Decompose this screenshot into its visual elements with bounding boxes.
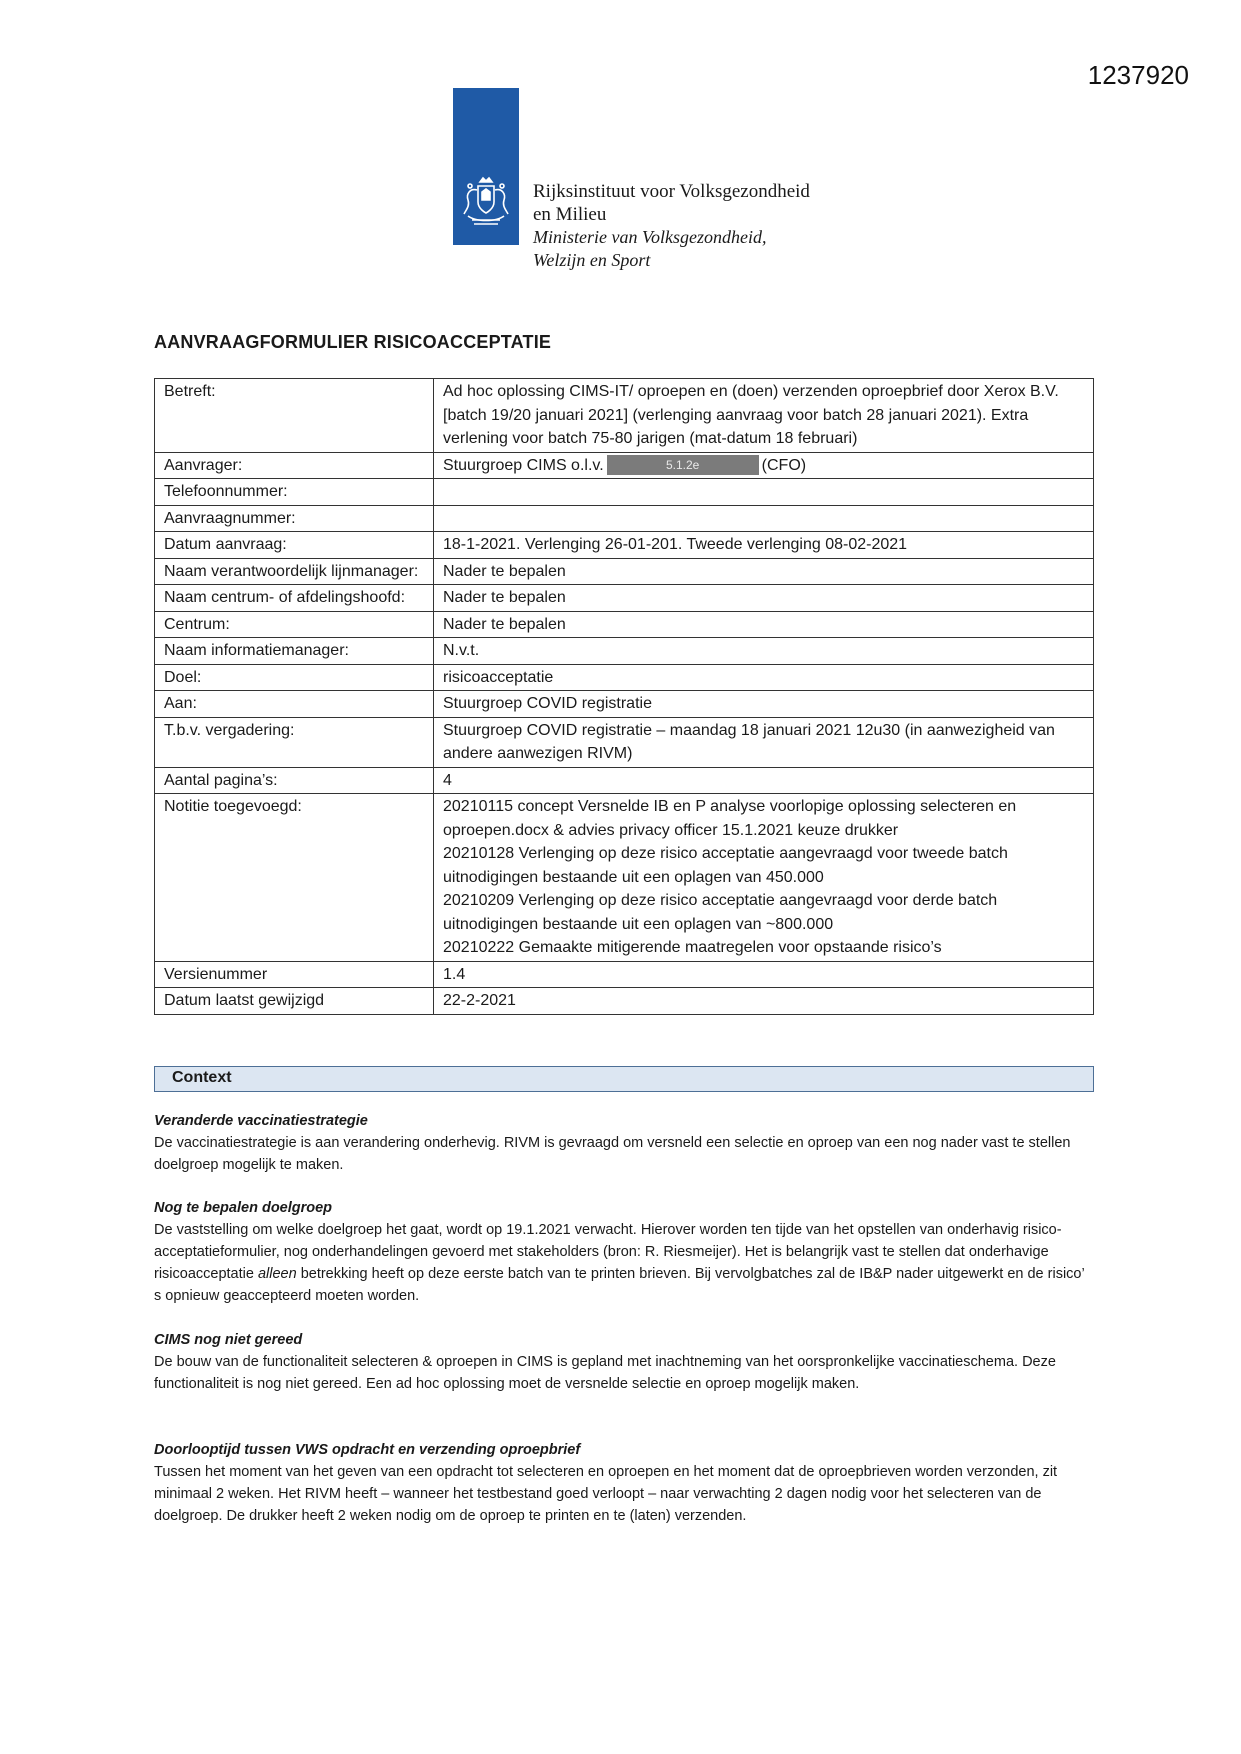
section-heading: CIMS nog niet gereed	[154, 1332, 303, 1348]
label-doel: Doel:	[155, 664, 434, 691]
aanvrager-text: Stuurgroep CIMS o.l.v.	[443, 456, 604, 474]
label-versie: Versienummer	[155, 961, 434, 988]
section-heading: Nog te bepalen doelgroep	[154, 1200, 333, 1216]
notitie-line: 20210222 Gemaakte mitigerende maatregelen voor opstaande risico’s	[443, 939, 942, 956]
value-vergadering: Stuurgroep COVID registratie – maandag 18 januari 2021 12u30 (in aanwezigheid van andere aanwezigen RIVM)	[434, 717, 1094, 767]
form-title: AANVRAAGFORMULIER RISICOACCEPTATIE	[154, 332, 552, 352]
label-aanvrager: Aanvrager:	[155, 452, 434, 479]
row-aan	[155, 691, 1094, 718]
section-body: De bouw van de functionaliteit selecteren & oproepen in CIMS is gepland met inachtneming van het oorspronkelijke vaccinatieschema. Deze functionaliteit is nog niet gereed. Een ad hoc oplossing moet de versnelde selectie en oproep mogelijk maken.	[154, 1354, 1056, 1392]
context-title: Context	[172, 1069, 232, 1086]
value-betreft: Ad hoc oplossing CIMS-IT/ oproepen en (doen) verzenden oproepbrief door Xerox B.V. [batch 19/20 januari 2021] (verlenging aanvraag voor batch 28 januari 2021). Extra verlening voor batch 75-80 jarigen (mat-datum 18 februari)	[434, 379, 1094, 453]
row-afdelingshoofd	[155, 585, 1094, 612]
redaction-box: 5.1.2e	[607, 455, 759, 475]
row-aanvrager	[155, 452, 1094, 479]
label-aanvraagnummer: Aanvraagnummer:	[155, 505, 434, 532]
request-form-table	[154, 378, 1094, 1015]
row-lijnmanager	[155, 558, 1094, 585]
row-gewijzigd	[155, 988, 1094, 1015]
label-notitie: Notitie toegevoegd:	[155, 794, 434, 962]
section-body: Tussen het moment van het geven van een opdracht tot selecteren en oproepen en het moment dat de oproepbrieven worden verzonden, zit minimaal 2 weken. Het RIVM heeft – wanneer het testbestand goed verloopt – naar verwachting 2 dagen nodig voor het selecteren van de doelgroep. De drukker heeft 2 weken nodig om de oproep te printen en te (laten) verzenden.	[154, 1464, 1058, 1524]
coat-of-arms-icon	[460, 176, 512, 232]
row-vergadering	[155, 717, 1094, 767]
value-lijnmanager: Nader te bepalen	[434, 558, 1094, 585]
body-emphasis: alleen	[257, 1266, 297, 1282]
row-paginas	[155, 767, 1094, 794]
row-telefoon	[155, 479, 1094, 506]
label-telefoon: Telefoonnummer:	[155, 479, 434, 506]
section-cims	[154, 1329, 1094, 1395]
label-vergadering: T.b.v. vergadering:	[155, 717, 434, 767]
document-number: 1237920	[1087, 60, 1189, 90]
label-afdelingshoofd: Naam centrum- of afdelingshoofd:	[155, 585, 434, 612]
notitie-line: 20210115 concept Versnelde IB en P analyse voorlopige oplossing selecteren en oproepen.docx & advies privacy officer 15.1.2021 keuze drukker	[443, 798, 1017, 839]
section-doorlooptijd	[154, 1439, 1094, 1527]
row-versie	[155, 961, 1094, 988]
ministry-line2: Welzijn en Sport	[533, 250, 651, 270]
value-doel: risicoacceptatie	[434, 664, 1094, 691]
org-name-line2: en Milieu	[533, 204, 607, 225]
value-centrum: Nader te bepalen	[434, 611, 1094, 638]
notitie-line: 20210209 Verlenging op deze risico acceptatie aangevraagd voor derde batch uitnodigingen bestaande uit een oplagen van ~800.000	[443, 892, 998, 933]
section-heading: Veranderde vaccinatiestrategie	[154, 1113, 368, 1129]
value-versie: 1.4	[434, 961, 1094, 988]
value-datum: 18-1-2021. Verlenging 26-01-201. Tweede verlenging 08-02-2021	[434, 532, 1094, 559]
label-aan: Aan:	[155, 691, 434, 718]
value-afdelingshoofd: Nader te bepalen	[434, 585, 1094, 612]
aanvrager-role: (CFO)	[761, 456, 807, 474]
value-aanvraagnummer	[434, 505, 1094, 532]
org-name-line1: Rijksinstituut voor Volksgezondheid	[533, 181, 810, 202]
label-centrum: Centrum:	[155, 611, 434, 638]
value-paginas: 4	[434, 767, 1094, 794]
row-infomanager	[155, 638, 1094, 665]
value-gewijzigd: 22-2-2021	[434, 988, 1094, 1015]
body-text: betrekking heeft op deze eerste batch van te printen brieven. Bij vervolgbatches zal de IB&P nader uitgewerkt en de risico’ s opnieuw geaccepteerd moeten worden.	[154, 1266, 1085, 1304]
label-paginas: Aantal pagina’s:	[155, 767, 434, 794]
ministry-line1: Ministerie van Volksgezondheid,	[533, 227, 767, 247]
row-doel	[155, 664, 1094, 691]
section-body	[154, 1219, 1094, 1307]
label-datum: Datum aanvraag:	[155, 532, 434, 559]
value-infomanager: N.v.t.	[434, 638, 1094, 665]
section-vaccinatiestrategie	[154, 1110, 1094, 1176]
row-notitie	[155, 794, 1094, 962]
value-telefoon	[434, 479, 1094, 506]
section-heading: Doorlooptijd tussen VWS opdracht en verzending oproepbrief	[154, 1442, 581, 1458]
row-betreft	[155, 379, 1094, 453]
section-body: De vaccinatiestrategie is aan verandering onderhevig. RIVM is gevraagd om versneld een selectie en oproep van een nog nader vast te stellen doelgroep mogelijk te maken.	[154, 1135, 1071, 1173]
section-doelgroep	[154, 1197, 1094, 1307]
row-datum	[155, 532, 1094, 559]
logo-text	[533, 180, 873, 272]
row-centrum	[155, 611, 1094, 638]
label-betreft: Betreft:	[155, 379, 434, 453]
value-aanvrager	[434, 452, 1094, 479]
label-gewijzigd: Datum laatst gewijzigd	[155, 988, 434, 1015]
notitie-line: 20210128 Verlenging op deze risico acceptatie aangevraagd voor tweede batch uitnodigingen bestaande uit een oplagen van 450.000	[443, 845, 1008, 886]
label-lijnmanager: Naam verantwoordelijk lijnmanager:	[155, 558, 434, 585]
value-aan: Stuurgroep COVID registratie	[434, 691, 1094, 718]
context-header	[154, 1066, 1094, 1092]
label-infomanager: Naam informatiemanager:	[155, 638, 434, 665]
row-aanvraagnummer	[155, 505, 1094, 532]
body-text: De vaststelling om welke doelgroep het gaat, wordt op 19.1.2021 verwacht. Hierover worden ten tijde van het opstellen van onderhavig risico-acceptatieformulier, nog onderhandelingen gevoerd met stakeholders (bron: R. Riesmeijer). Het is belangrijk vast te stellen dat onderhavige risicoacceptatie	[154, 1222, 1062, 1282]
value-notitie	[434, 794, 1094, 962]
